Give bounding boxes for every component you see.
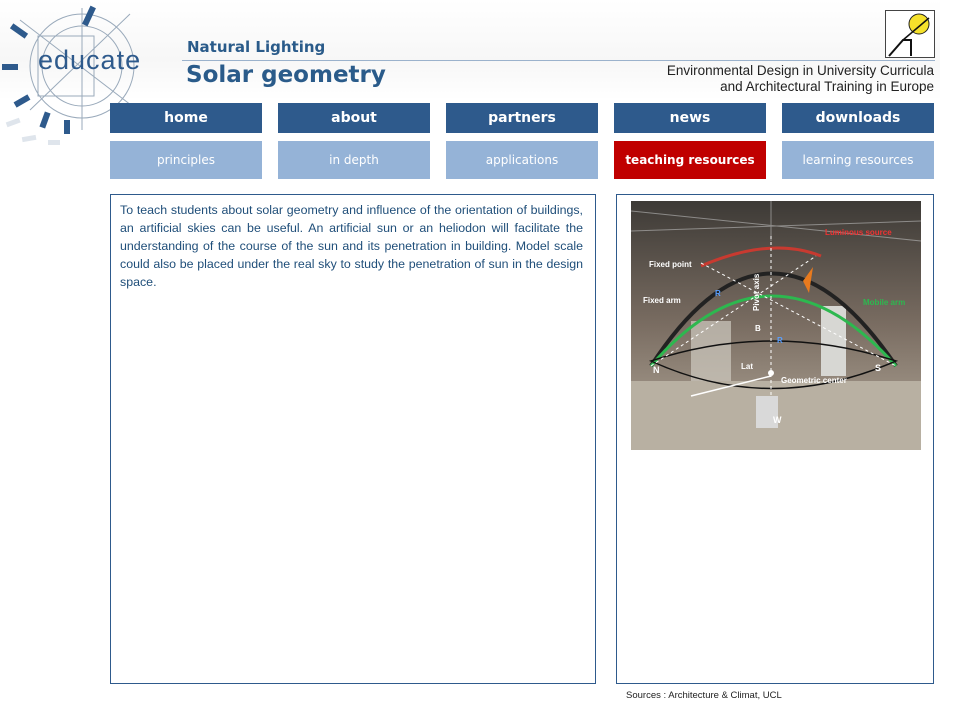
label-mobile-arm: Mobile arm bbox=[863, 298, 906, 307]
logo-wordmark: educate bbox=[38, 45, 142, 75]
subnav-principles[interactable]: principles bbox=[110, 141, 262, 179]
subnav-in-depth[interactable]: in depth bbox=[278, 141, 430, 179]
label-r-1: R bbox=[715, 289, 721, 298]
section-subtitle: Natural Lighting bbox=[187, 38, 326, 56]
nav-home[interactable]: home bbox=[110, 103, 262, 133]
heliodon-photo bbox=[631, 201, 921, 450]
nav-news[interactable]: news bbox=[614, 103, 766, 133]
org-line-1: Environmental Design in University Curricula bbox=[666, 63, 934, 78]
label-luminous-source: Luminous source bbox=[825, 228, 892, 237]
label-fixed-point: Fixed point bbox=[649, 260, 692, 269]
page-title: Solar geometry bbox=[186, 62, 386, 88]
subnav-learning-resources[interactable]: learning resources bbox=[782, 141, 934, 179]
label-latitude: Lat bbox=[741, 362, 753, 371]
label-geometric-center: Geometric center bbox=[781, 376, 847, 385]
educate-logo bbox=[0, 0, 175, 160]
main-nav bbox=[110, 103, 934, 133]
content-panel bbox=[110, 194, 596, 684]
subnav-teaching-resources[interactable]: teaching resources bbox=[614, 141, 766, 179]
image-panel bbox=[616, 194, 934, 684]
sub-nav bbox=[110, 141, 934, 179]
label-north: N bbox=[653, 365, 660, 375]
nav-about[interactable]: about bbox=[278, 103, 430, 133]
org-line-2: and Architectural Training in Europe bbox=[720, 79, 934, 94]
label-fixed-arm: Fixed arm bbox=[643, 296, 681, 305]
partner-logo bbox=[885, 10, 935, 58]
label-pivot-axis: Pivot axis bbox=[752, 273, 761, 311]
label-b: B bbox=[755, 324, 761, 333]
label-r-2: R bbox=[777, 336, 783, 345]
organization-tagline bbox=[667, 63, 934, 95]
nav-downloads[interactable]: downloads bbox=[782, 103, 934, 133]
nav-partners[interactable]: partners bbox=[446, 103, 598, 133]
body-text: To teach students about solar geometry and influence of the orientation of buildings, an artificial skies can be useful. An artificial sun or an heliodon will facilitate the understanding of the course of the sun and its penetration in building. Model scale could also be placed under the real sky to study the penetration of sun in the design space. bbox=[120, 203, 583, 289]
label-west: W bbox=[773, 415, 782, 425]
label-south: S bbox=[875, 363, 882, 373]
header-divider bbox=[182, 60, 935, 61]
source-credit: Sources : Architecture & Climat, UCL bbox=[626, 690, 782, 701]
subnav-applications[interactable]: applications bbox=[446, 141, 598, 179]
